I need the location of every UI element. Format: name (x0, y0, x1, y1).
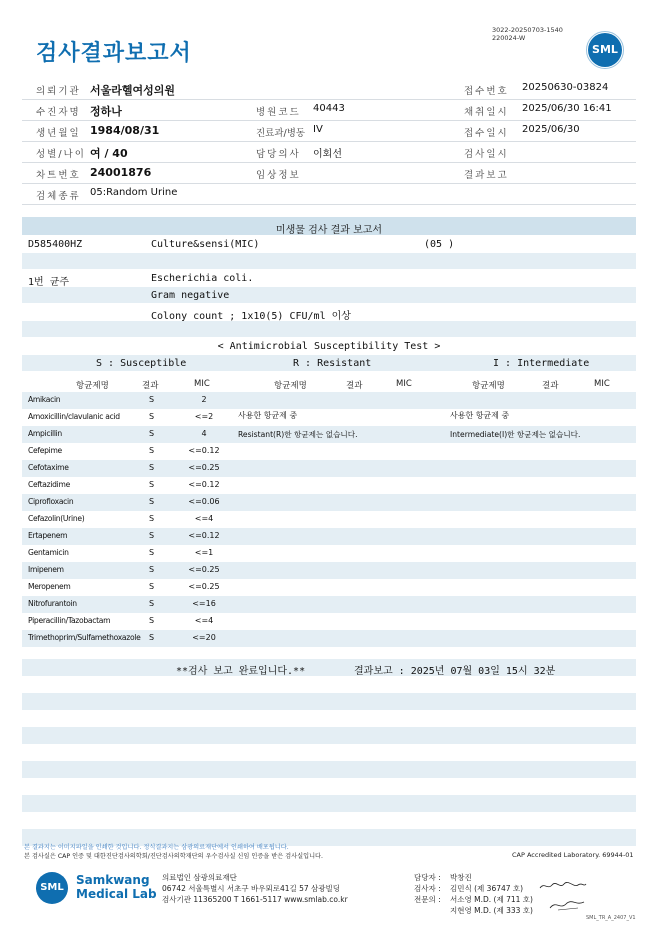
drug-name: Ertapenem (28, 531, 68, 540)
tester-signature (538, 880, 588, 892)
col-drug-2: 항균제명 (274, 381, 307, 391)
drug-result: S (149, 395, 155, 404)
sex-age-label: 성별/나이 (36, 149, 86, 160)
col-result-2: 결과 (346, 381, 363, 391)
drug-result: S (149, 531, 155, 540)
drug-mic: <=1 (194, 548, 214, 557)
doc-code-1: 3022-20250703-1540 (492, 26, 563, 34)
dob-value: 1984/08/31 (90, 124, 160, 137)
drug-name: Trimethoprim/Sulfamethoxazole (28, 633, 141, 642)
note-no-intermediate: Intermediate(I)한 항균제는 없습니다. (450, 430, 581, 439)
ast-title: < Antimicrobial Susceptibility Test > (217, 341, 441, 352)
drug-result: S (149, 616, 155, 625)
drug-mic: <=0.06 (188, 497, 220, 506)
drug-mic: <=0.25 (188, 565, 220, 574)
band-1 (22, 253, 636, 269)
drug-row-band (22, 562, 636, 579)
footer-staff-labels (414, 872, 441, 905)
doctor-value: 이회선 (313, 149, 342, 160)
receipt-no-label: 접수번호 (464, 86, 509, 97)
drug-name: Ceftazidime (28, 480, 70, 489)
drug-result: S (149, 514, 155, 523)
tester-label: 검사자 : (414, 884, 441, 893)
reported-label: 결과보고 (464, 170, 509, 181)
document-code (492, 26, 563, 42)
drug-result: S (149, 633, 155, 642)
drug-name: Cefotaxime (28, 463, 69, 472)
colony-count: Colony count ; 1x10(5) CFU/ml 이상 (151, 311, 351, 322)
drug-result: S (149, 497, 155, 506)
footer-note-cap: 본 검사실은 CAP 인증 및 대한진단검사의학회/진단검사의학재단의 우수검사실 신임 인증을 받은 검사실입니다. (24, 853, 323, 860)
note-used-r: 사용한 항균제 중 (238, 411, 298, 420)
clinical-label: 임상정보 (256, 170, 301, 181)
footer-contact: 검사기관 11365200 T 1661-5117 www.smlab.co.kr (162, 895, 348, 904)
drug-result: S (149, 429, 155, 438)
brand-line-2: Medical Lab (76, 887, 157, 901)
footer-address: 06742 서울특별시 서초구 바우뫼로41길 57 삼광빌딩 (162, 884, 341, 893)
specialist-signature (548, 896, 588, 912)
info-row-4 (22, 142, 636, 163)
band-3 (22, 321, 636, 337)
page-title: 검사결과보고서 (36, 41, 192, 66)
manager-label: 담당자 : (414, 873, 441, 882)
drug-row-band (22, 460, 636, 477)
drug-result: S (149, 446, 155, 455)
tester-value: 김민식 (제 36747 호) (450, 884, 524, 893)
doctor-label: 담당의사 (256, 149, 301, 160)
drug-mic: <=20 (192, 633, 216, 642)
doc-code-2: 220024-W (492, 34, 526, 42)
dept-label: 진료과/병동 (256, 128, 306, 139)
chart-value: 24001876 (90, 166, 152, 179)
collected-value: 2025/06/30 16:41 (522, 103, 612, 114)
receipt-no-value: 20250630-03824 (522, 82, 609, 93)
col-mic-3: MIC (594, 379, 610, 389)
empty-band-2 (22, 727, 636, 744)
footer-sml-logo: SML (36, 872, 68, 904)
drug-result: S (149, 565, 155, 574)
legend-susceptible: S : Susceptible (96, 358, 187, 369)
col-result-3: 결과 (542, 381, 559, 391)
specialist1-value: 서소영 M.D. (제 711 호) (450, 895, 533, 904)
test-name: Culture&sensi(MIC) (151, 239, 260, 250)
info-row-2 (22, 100, 636, 121)
info-row-6 (22, 184, 636, 205)
drug-row-band (22, 392, 636, 409)
report-time: 결과보고 : 2025년 07월 03일 15시 32분 (354, 666, 556, 677)
chart-label: 차트번호 (36, 170, 81, 181)
gram-stain: Gram negative (151, 290, 230, 301)
footer-org: 의료법인 삼광의료재단 (162, 873, 237, 882)
drug-name: Piperacillin/Tazobactam (28, 616, 111, 625)
specialist-label: 전문의 : (414, 895, 441, 904)
footer-staff-values (450, 872, 533, 916)
sml-logo: SML (588, 33, 622, 67)
institution-label: 의뢰기관 (36, 86, 81, 97)
drug-name: Ampicillin (28, 429, 62, 438)
drug-mic: <=4 (194, 514, 214, 523)
test-code: D585400HZ (28, 239, 83, 250)
drug-name: Meropenem (28, 582, 71, 591)
specialist2-value: 지현영 M.D. (제 333 호) (450, 906, 533, 915)
col-drug-1: 항균제명 (76, 381, 109, 391)
col-mic-1: MIC (194, 379, 210, 389)
drug-mic: 2 (201, 395, 207, 404)
drug-row-band (22, 596, 636, 613)
brand-line-1: Samkwang (76, 873, 150, 887)
info-row-5 (22, 163, 636, 184)
drug-mic: <=0.12 (188, 446, 220, 455)
ward-code-label: 병원코드 (256, 107, 301, 118)
tested-label: 검사일시 (464, 149, 509, 160)
drug-mic: <=0.12 (188, 480, 220, 489)
col-mic-2: MIC (396, 379, 412, 389)
organism-label: 1번 균주 (28, 277, 70, 288)
drug-name: Cefepime (28, 446, 62, 455)
drug-result: S (149, 548, 155, 557)
drug-name: Ciprofloxacin (28, 497, 74, 506)
drug-mic: 4 (201, 429, 207, 438)
legend-intermediate: I : Intermediate (493, 358, 590, 369)
empty-band-1 (22, 693, 636, 710)
drug-name: Cefazolin(Urine) (28, 514, 85, 523)
drug-result: S (149, 412, 155, 421)
organism-name: Escherichia coli. (151, 273, 254, 284)
section-title: 미생물 검사 결과 보고서 (275, 225, 383, 236)
patient-label: 수진자명 (36, 107, 81, 118)
drug-row-band (22, 528, 636, 545)
specimen-value: 05:Random Urine (90, 187, 178, 198)
received-label: 접수일시 (464, 128, 509, 139)
drug-mic: <=0.12 (188, 531, 220, 540)
drug-name: Gentamicin (28, 548, 69, 557)
institution-value: 서울라헬여성의원 (90, 84, 176, 97)
manager-value: 박창진 (450, 873, 472, 882)
note-no-resistant: Resistant(R)한 항균제는 없습니다. (238, 430, 358, 439)
drug-result: S (149, 463, 155, 472)
drug-result: S (149, 480, 155, 489)
drug-result: S (149, 599, 155, 608)
drug-name: Nitrofurantoin (28, 599, 77, 608)
dept-value: IV (313, 124, 323, 135)
patient-value: 정하나 (90, 105, 122, 118)
legend-resistant: R : Resistant (293, 358, 372, 369)
sex-age-value: 여 / 40 (90, 147, 128, 160)
col-result-1: 결과 (142, 381, 159, 391)
drug-result: S (149, 582, 155, 591)
empty-band-4 (22, 795, 636, 812)
info-row-1 (22, 79, 636, 100)
drug-row-band (22, 494, 636, 511)
drug-name: Amoxicillin/clavulanic acid (28, 412, 120, 421)
collected-label: 채취일시 (464, 107, 509, 118)
drug-mic: <=2 (194, 412, 214, 421)
report-complete: **검사 보고 완료입니다.** (176, 666, 306, 677)
info-row-3 (22, 121, 636, 142)
dob-label: 생년월일 (36, 128, 81, 139)
drug-mic: <=0.25 (188, 463, 220, 472)
drug-name: Imipenem (28, 565, 64, 574)
test-number: (05 ) (424, 239, 455, 250)
footer-org-block (162, 872, 348, 905)
received-value: 2025/06/30 (522, 124, 580, 135)
ward-code-value: 40443 (313, 103, 345, 114)
footer-note-image: 본 결과지는 이미지파일을 인쇄한 것입니다. 정식결과지는 삼광의료재단에서 인쇄하여 배포됩니다. (24, 844, 289, 851)
form-code: SML_TR_A_2407_V1 (586, 915, 636, 921)
specimen-label: 검체종류 (36, 191, 81, 202)
drug-mic: <=16 (192, 599, 216, 608)
drug-mic: <=0.25 (188, 582, 220, 591)
drug-mic: <=4 (194, 616, 214, 625)
note-used-i: 사용한 항균제 중 (450, 411, 510, 420)
footer-brand (76, 873, 157, 901)
band-2 (22, 287, 636, 303)
col-drug-3: 항균제명 (472, 381, 505, 391)
cap-accredited: CAP Accredited Laboratory. 69944-01 (512, 851, 634, 859)
drug-name: Amikacin (28, 395, 61, 404)
empty-band-3 (22, 761, 636, 778)
